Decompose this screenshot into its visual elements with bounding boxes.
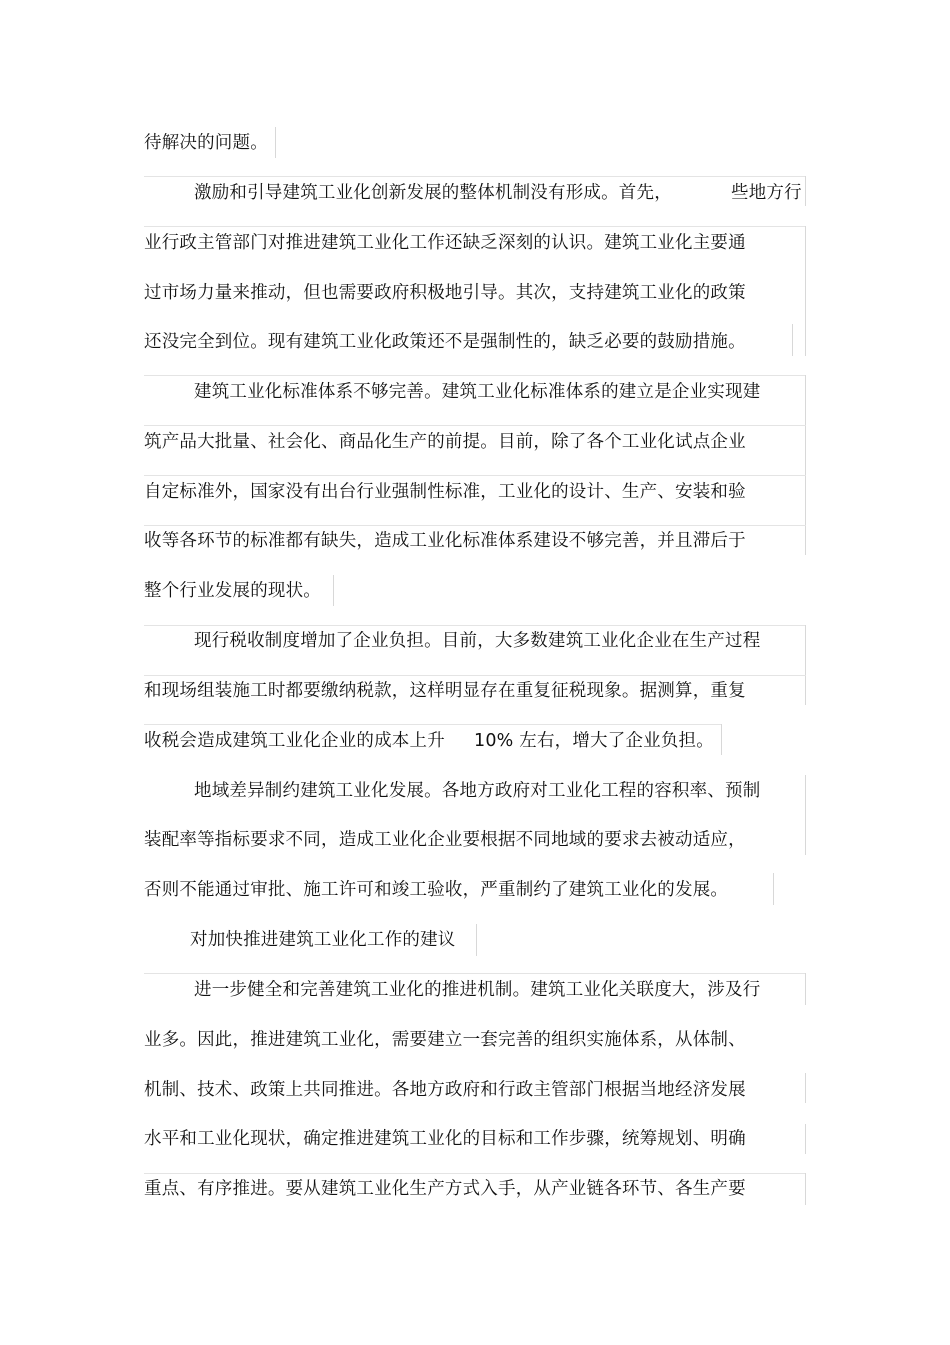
text-line: 和现场组装施工时都要缴纳税款，这样明显存在重复征税现象。据测算，重复 bbox=[144, 681, 746, 701]
text-line: 否则不能通过审批、施工许可和竣工验收，严重制约了建筑工业化的发展。 bbox=[144, 880, 729, 900]
scan-rule bbox=[275, 127, 276, 158]
scan-rule bbox=[805, 375, 806, 555]
text-line: 些地方行 bbox=[731, 183, 802, 203]
section-heading: 对加快推进建筑工业化工作的建议 bbox=[190, 930, 456, 950]
scan-rule bbox=[805, 176, 806, 206]
scan-rule bbox=[721, 724, 722, 755]
scan-rule bbox=[333, 575, 334, 606]
text-line: 机制、技术、政策上共同推进。各地方政府和行政主管部门根据当地经济发展 bbox=[144, 1080, 746, 1100]
scan-rule bbox=[805, 625, 806, 705]
text-line: 业行政主管部门对推进建筑工业化工作还缺乏深刻的认识。建筑工业化主要通 bbox=[144, 233, 746, 253]
scan-rule bbox=[144, 226, 806, 227]
text-line: 水平和工业化现状，确定推进建筑工业化的目标和工作步骤，统筹规划、明确 bbox=[144, 1129, 746, 1149]
text-line: 激励和引导建筑工业化创新发展的整体机制没有形成。首先， bbox=[194, 183, 672, 203]
text-line: 地域差异制约建筑工业化发展。各地方政府对工业化工程的容积率、预制 bbox=[194, 781, 761, 801]
text-line: 待解决的问题。 bbox=[144, 133, 268, 153]
text-line: 进一步健全和完善建筑工业化的推进机制。建筑工业化关联度大，涉及行 bbox=[194, 980, 761, 1000]
scan-rule bbox=[805, 226, 806, 356]
scan-rule bbox=[144, 724, 722, 725]
text-line: 10% 左右，增大了企业负担。 bbox=[474, 731, 714, 751]
scan-rule bbox=[144, 425, 806, 426]
scan-rule bbox=[144, 176, 806, 177]
scan-rule bbox=[792, 324, 793, 356]
scan-rule bbox=[144, 375, 806, 376]
scan-rule bbox=[805, 1124, 806, 1154]
text-line: 过市场力量来推动，但也需要政府积极地引导。其次，支持建筑工业化的政策 bbox=[144, 283, 746, 303]
scan-rule bbox=[805, 1173, 806, 1205]
text-line: 还没完全到位。现有建筑工业化政策还不是强制性的，缺乏必要的鼓励措施。 bbox=[144, 332, 746, 352]
text-line: 现行税收制度增加了企业负担。目前，大多数建筑工业化企业在生产过程 bbox=[194, 631, 761, 651]
text-line: 收等各环节的标准都有缺失，造成工业化标准体系建设不够完善，并且滞后于 bbox=[144, 531, 746, 551]
text-line: 业多。因此，推进建筑工业化，需要建立一套完善的组织实施体系，从体制、 bbox=[144, 1030, 746, 1050]
text-line: 自定标准外，国家没有出台行业强制性标准，工业化的设计、生产、安装和验 bbox=[144, 482, 746, 502]
scan-rule bbox=[805, 1073, 806, 1103]
text-line: 装配率等指标要求不同，造成工业化企业要根据不同地域的要求去被动适应， bbox=[144, 830, 746, 850]
scan-rule bbox=[805, 973, 806, 1005]
scan-rule bbox=[144, 475, 806, 476]
scan-rule bbox=[476, 924, 477, 956]
text-line: 筑产品大批量、社会化、商品化生产的前提。目前，除了各个工业化试点企业 bbox=[144, 432, 746, 452]
scan-rule bbox=[805, 775, 806, 855]
scan-rule bbox=[773, 873, 774, 905]
scan-rule bbox=[144, 973, 806, 974]
text-line: 整个行业发展的现状。 bbox=[144, 581, 321, 601]
text-line: 收税会造成建筑工业化企业的成本上升 bbox=[144, 731, 445, 751]
text-line: 重点、有序推进。要从建筑工业化生产方式入手，从产业链各环节、各生产要 bbox=[144, 1179, 746, 1199]
text-line: 建筑工业化标准体系不够完善。建筑工业化标准体系的建立是企业实现建 bbox=[194, 382, 761, 402]
